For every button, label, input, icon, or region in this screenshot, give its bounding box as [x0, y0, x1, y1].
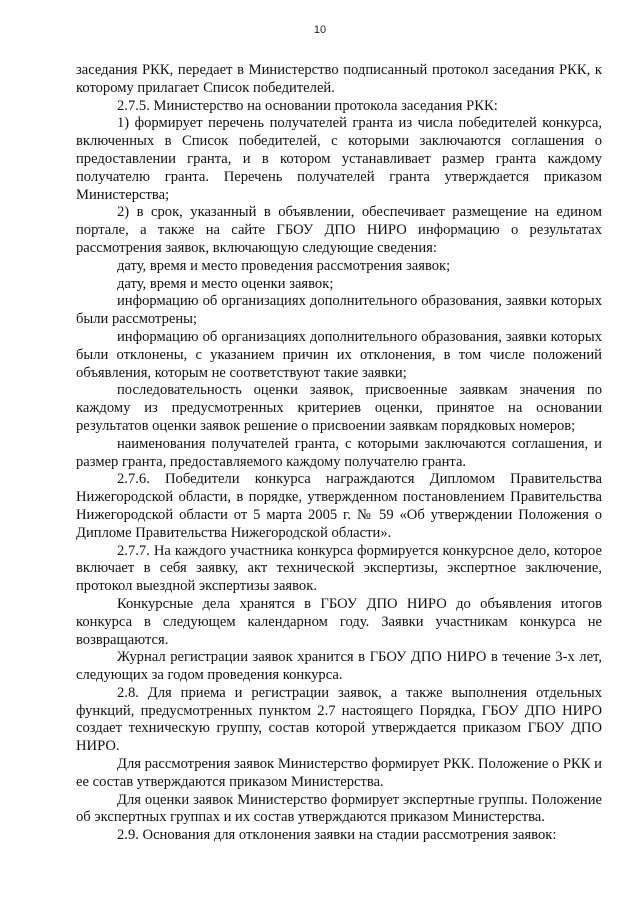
paragraph-2-7-6: 2.7.6. Победители конкурса награждаются Дипломом Правительства Нижегородской области, в порядке, утвержденном постановлением Правительства Нижегородской области от 5 марта 2005 г. № 59 «Об утверждении Положения о Дипломе Правительства Нижегородской области».	[76, 471, 602, 541]
paragraph-competition-files: Конкурсные дела хранятся в ГБОУ ДПО НИРО до объявления итогов конкурса в следующем календарном году. Заявки участникам конкурса не возвращаются.	[76, 595, 602, 648]
page-number: 10	[313, 24, 327, 36]
paragraph-rkk: Для рассмотрения заявок Министерство формирует РКК. Положение о РКК и ее состав утверждаются приказом Министерства.	[76, 756, 602, 790]
paragraph-2-9: 2.9. Основания для отклонения заявки на стадии рассмотрения заявок:	[117, 827, 557, 844]
paragraph-item-1: 1) формирует перечень получателей гранта из числа победителей конкурса, включенных в Список победителей, с которыми заключаются соглашения о предоставлении гранта, и в котором устанавливает размер гранта каждому получателю гранта. Перечень получателей гранта утверждается приказом Министерства;	[76, 115, 602, 203]
paragraph-item-2: 2) в срок, указанный в объявлении, обеспечивает размещение на едином портале, а также на сайте ГБОУ ДПО НИРО информацию о результатах рассмотрения заявок, включающую следующие сведения:	[76, 204, 602, 256]
list-item-grant-recipients: наименования получателей гранта, с которыми заключаются соглашения, и размер гранта, предоставляемого каждому получателю гранта.	[76, 435, 602, 470]
list-item-evaluation-order: последовательность оценки заявок, присвоенные заявкам значения по каждому из предусмотренных критериев оценки, принятое на основании результатов оценки заявок решение о присвоении заявкам порядковых номеров;	[76, 382, 602, 434]
paragraph-2-7-7: 2.7.7. На каждого участника конкурса формируется конкурсное дело, которое включает в себя заявку, акт технической экспертизы, экспертное заключение, протокол выездной экспертизы заявок.	[76, 542, 602, 595]
list-item-rejected-orgs: информацию об организациях дополнительного образования, заявки которых были отклонены, с указанием причин их отклонения, в том числе положений объявления, которым не соответствуют такие заявки;	[76, 328, 602, 381]
list-item-evaluation-date: дату, время и место оценки заявок;	[117, 275, 334, 292]
list-item-reviewed-orgs: информацию об организациях дополнительного образования, заявки которых были рассмотрены;	[76, 293, 602, 328]
paragraph-2-8: 2.8. Для приема и регистрации заявок, а также выполнения отдельных функций, предусмотренных пунктом 2.7 настоящего Порядка, ГБОУ ДПО НИРО создает техническую группу, состав которой утверждается приказом ГБОУ ДПО НИРО.	[76, 684, 602, 755]
paragraph-2-7-5: 2.7.5. Министерство на основании протокола заседания РКК:	[117, 97, 498, 114]
paragraph-continuation: заседания РКК, передает в Министерство подписанный протокол заседания РКК, к которому прилагает Список победителей.	[76, 62, 602, 96]
paragraph-registration-journal: Журнал регистрации заявок хранится в ГБОУ ДПО НИРО в течение 3-х лет, следующих за годом проведения конкурса.	[76, 649, 602, 684]
document-body	[76, 62, 602, 845]
paragraph-expert-groups: Для оценки заявок Министерство формирует экспертные группы. Положение об экспертных группах и их состав утверждаются приказом Министерства.	[76, 791, 602, 826]
list-item-review-date: дату, время и место проведения рассмотрения заявок;	[117, 257, 451, 274]
